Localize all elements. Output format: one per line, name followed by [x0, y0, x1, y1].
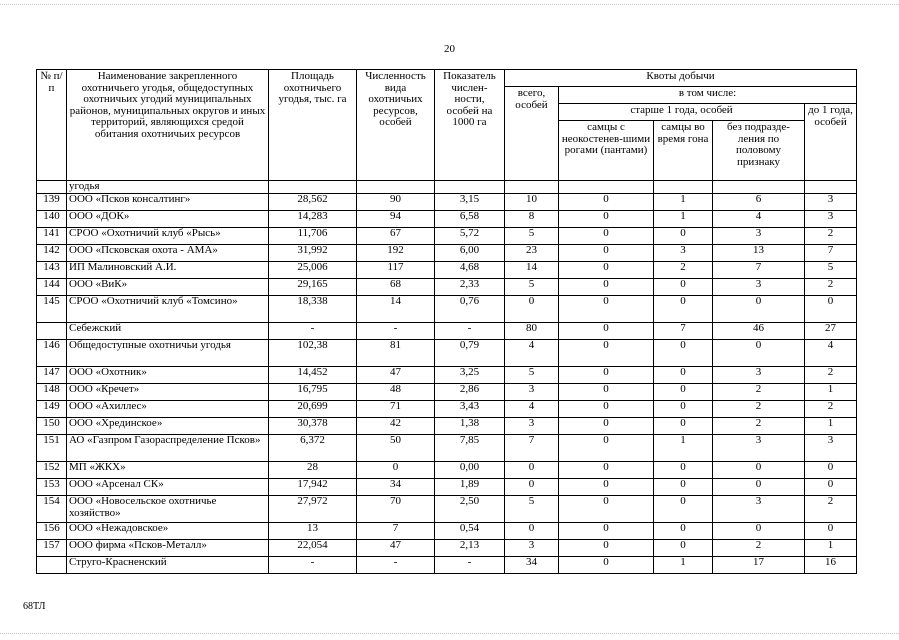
cell-rut: 7	[654, 323, 713, 340]
cell-rut: 0	[654, 418, 713, 435]
cell-rut: 0	[654, 228, 713, 245]
cell-rut: 0	[654, 296, 713, 323]
cell-area: 28,562	[269, 194, 357, 211]
cell-density: 1,89	[435, 479, 505, 496]
cell-nosex: 3	[713, 435, 805, 462]
cell-antlers: 0	[559, 279, 654, 296]
cell-rut: 0	[654, 384, 713, 401]
cell-name: ООО «Новосельское охотничье хозяйство»	[67, 496, 269, 523]
cell-total: 10	[505, 194, 559, 211]
cell-no	[37, 323, 67, 340]
cell-total: 3	[505, 384, 559, 401]
cell-name: ООО «Кречет»	[67, 384, 269, 401]
header-males-rut: самцы во время гона	[654, 121, 713, 181]
cell-antlers: 0	[559, 523, 654, 540]
table-row	[37, 540, 857, 557]
cell-area: 14,452	[269, 367, 357, 384]
cell-count: 14	[357, 296, 435, 323]
cell-nosex: 0	[713, 340, 805, 367]
cell-count: 81	[357, 340, 435, 367]
cell-antlers: 0	[559, 401, 654, 418]
cell-total: 4	[505, 401, 559, 418]
cell-count: -	[357, 323, 435, 340]
table-row	[37, 435, 857, 462]
cell-area: 13	[269, 523, 357, 540]
cell-density: -	[435, 557, 505, 574]
cell-total: 0	[505, 479, 559, 496]
cell-rut: 1	[654, 435, 713, 462]
cell-under1: 27	[805, 323, 857, 340]
cell-nosex: 0	[713, 462, 805, 479]
cell-under1: 16	[805, 557, 857, 574]
table-row	[37, 401, 857, 418]
cell-density: 0,79	[435, 340, 505, 367]
cell-area: 102,38	[269, 340, 357, 367]
cell-density: 2,50	[435, 496, 505, 523]
cell-no: 154	[37, 496, 67, 523]
cell-name: ООО «ДОК»	[67, 211, 269, 228]
cell-area: 31,992	[269, 245, 357, 262]
cell-under1: 2	[805, 228, 857, 245]
cell-nosex: 2	[713, 401, 805, 418]
cell-total: 5	[505, 279, 559, 296]
cell-count: -	[357, 557, 435, 574]
cell-rut: 0	[654, 479, 713, 496]
cell-antlers: 0	[559, 367, 654, 384]
cell-no	[37, 557, 67, 574]
cell-density: 0,54	[435, 523, 505, 540]
table-row	[37, 181, 857, 194]
cell-area: 20,699	[269, 401, 357, 418]
cell-no: 150	[37, 418, 67, 435]
cell-under1: 7	[805, 245, 857, 262]
cell-density: 3,43	[435, 401, 505, 418]
table-row	[37, 228, 857, 245]
header-count: Численность вида охотничьих ресурсов, особей	[357, 70, 435, 181]
cell-density: 4,68	[435, 262, 505, 279]
cell-count: 48	[357, 384, 435, 401]
district-row	[37, 323, 857, 340]
cell-total: 0	[505, 296, 559, 323]
cell-total: 80	[505, 323, 559, 340]
cell-count: 7	[357, 523, 435, 540]
cell-rut: 1	[654, 194, 713, 211]
table-row	[37, 462, 857, 479]
table-row	[37, 384, 857, 401]
cell-density: 2,13	[435, 540, 505, 557]
cell-count: 47	[357, 367, 435, 384]
cell-area: 29,165	[269, 279, 357, 296]
cell-area: 28	[269, 462, 357, 479]
cell-nosex: 3	[713, 496, 805, 523]
cell-no: 144	[37, 279, 67, 296]
cell-no: 145	[37, 296, 67, 323]
cell-total: 14	[505, 262, 559, 279]
cell-antlers: 0	[559, 323, 654, 340]
cell-antlers: 0	[559, 435, 654, 462]
cell-total: 3	[505, 418, 559, 435]
table-row	[37, 523, 857, 540]
cell-antlers: 0	[559, 296, 654, 323]
cell-no: 147	[37, 367, 67, 384]
cell-under1: 0	[805, 523, 857, 540]
page-number: 20	[444, 43, 455, 55]
cell-under1: 2	[805, 279, 857, 296]
cell-density: 0,76	[435, 296, 505, 323]
cell-density: -	[435, 323, 505, 340]
cell-area: 27,972	[269, 496, 357, 523]
cell-area: 11,706	[269, 228, 357, 245]
cell-count: 42	[357, 418, 435, 435]
cell-rut: 2	[654, 262, 713, 279]
cell-count: 70	[357, 496, 435, 523]
cell-total: 0	[505, 523, 559, 540]
cell-nosex: 2	[713, 418, 805, 435]
cell-rut: 3	[654, 245, 713, 262]
cell-no: 152	[37, 462, 67, 479]
cell-under1: 3	[805, 194, 857, 211]
cell-under1: 1	[805, 540, 857, 557]
cell-under1: 5	[805, 262, 857, 279]
cell-under1: 0	[805, 296, 857, 323]
cell-count: 47	[357, 540, 435, 557]
cell-rut: 0	[654, 279, 713, 296]
cell-count: 34	[357, 479, 435, 496]
cell-area: 25,006	[269, 262, 357, 279]
cell-rut: 0	[654, 496, 713, 523]
cell-area: 6,372	[269, 435, 357, 462]
table-row	[37, 340, 857, 367]
cell-no: 148	[37, 384, 67, 401]
cell-nosex: 46	[713, 323, 805, 340]
cell-no: 156	[37, 523, 67, 540]
cell-antlers: 0	[559, 462, 654, 479]
header-density: Показатель числен-ности, особей на 1000 га	[435, 70, 505, 181]
cell-total: 23	[505, 245, 559, 262]
cell-area: 18,338	[269, 296, 357, 323]
cell-total: 7	[505, 435, 559, 462]
cell-area: -	[269, 557, 357, 574]
cell-antlers: 0	[559, 211, 654, 228]
cell-nosex: 3	[713, 228, 805, 245]
cell-antlers: 0	[559, 245, 654, 262]
cell-nosex: 3	[713, 279, 805, 296]
cell-under1: 1	[805, 384, 857, 401]
cell-name: ООО «Арсенал СК»	[67, 479, 269, 496]
cell-nosex: 2	[713, 540, 805, 557]
header-older: старше 1 года, особей	[559, 104, 805, 121]
cell-count: 90	[357, 194, 435, 211]
cell-no: 157	[37, 540, 67, 557]
header-males-antlers: самцы с неокостенев-шими рогами (пантами)	[559, 121, 654, 181]
cell-antlers: 0	[559, 479, 654, 496]
header-including: в том числе:	[559, 87, 857, 104]
cell-count: 71	[357, 401, 435, 418]
cell-area: -	[269, 323, 357, 340]
cell-count: 67	[357, 228, 435, 245]
cell-rut: 0	[654, 401, 713, 418]
cell-density: 6,00	[435, 245, 505, 262]
cell-area: 22,054	[269, 540, 357, 557]
cell-no: 139	[37, 194, 67, 211]
cell-under1: 3	[805, 435, 857, 462]
header-total: всего, особей	[505, 87, 559, 181]
cell-nosex: 0	[713, 296, 805, 323]
cell-count: 68	[357, 279, 435, 296]
cell-name: СРОО «Охотничий клуб «Томсино»	[67, 296, 269, 323]
cell-no: 142	[37, 245, 67, 262]
cell-area: 16,795	[269, 384, 357, 401]
cell-nosex: 4	[713, 211, 805, 228]
cell-density: 6,58	[435, 211, 505, 228]
cell-density: 0,00	[435, 462, 505, 479]
cell-name: ООО «Охотник»	[67, 367, 269, 384]
scan-edge-top	[0, 4, 899, 5]
cell-count: 117	[357, 262, 435, 279]
cell-density: 3,15	[435, 194, 505, 211]
cell-total: 8	[505, 211, 559, 228]
cell-name: Себежский	[67, 323, 269, 340]
scan-edge-bottom	[0, 633, 899, 634]
cell-density: 2,33	[435, 279, 505, 296]
cell-under1: 2	[805, 496, 857, 523]
table-row	[37, 262, 857, 279]
cell-name: Общедоступные охотничьи угодья	[67, 340, 269, 367]
cell-count: 0	[357, 462, 435, 479]
header-quotas: Квоты добычи	[505, 70, 857, 87]
cell-total: 3	[505, 540, 559, 557]
cell-name: ООО «Хрединское»	[67, 418, 269, 435]
cell-nosex: 7	[713, 262, 805, 279]
cell-name: ООО «Псков консалтинг»	[67, 194, 269, 211]
cell-rut: 0	[654, 340, 713, 367]
cell-nosex: 2	[713, 384, 805, 401]
cell-name: ИП Малиновский А.И.	[67, 262, 269, 279]
cell-total: 5	[505, 496, 559, 523]
cell-under1: 4	[805, 340, 857, 367]
cell-name: Струго-Красненский	[67, 557, 269, 574]
cell-antlers: 0	[559, 496, 654, 523]
cell-name: ООО «Нежадовское»	[67, 523, 269, 540]
header-no: № п/п	[37, 70, 67, 181]
cell-under1: 1	[805, 418, 857, 435]
cell-area: 30,378	[269, 418, 357, 435]
cell-antlers: 0	[559, 262, 654, 279]
table-row	[37, 296, 857, 323]
cell-rut: 0	[654, 523, 713, 540]
cell-density: 7,85	[435, 435, 505, 462]
header-under1: до 1 года, особей	[805, 104, 857, 181]
cell-count: 192	[357, 245, 435, 262]
cell-no: 146	[37, 340, 67, 367]
cell-total: 5	[505, 367, 559, 384]
table-row	[37, 367, 857, 384]
cell-total: 0	[505, 462, 559, 479]
cell-nosex: 13	[713, 245, 805, 262]
cell-rut: 1	[654, 557, 713, 574]
cell-name: ООО «ВиК»	[67, 279, 269, 296]
header-no-sex: без подразде-ления по половому признаку	[713, 121, 805, 181]
cell-nosex: 6	[713, 194, 805, 211]
cell-name: ООО «Псковская охота - АМА»	[67, 245, 269, 262]
cell-name: СРОО «Охотничий клуб «Рысь»	[67, 228, 269, 245]
cell-antlers: 0	[559, 557, 654, 574]
table-row	[37, 279, 857, 296]
cell-area: 14,283	[269, 211, 357, 228]
table-row	[37, 479, 857, 496]
quota-table	[36, 69, 857, 574]
district-row	[37, 557, 857, 574]
header-area: Площадь охотничьего угодья, тыс. га	[269, 70, 357, 181]
cell-count: 50	[357, 435, 435, 462]
cell-under1: 3	[805, 211, 857, 228]
cell-total: 5	[505, 228, 559, 245]
cell-density: 1,38	[435, 418, 505, 435]
table-row	[37, 418, 857, 435]
cell-under1: 2	[805, 401, 857, 418]
cell-no: 143	[37, 262, 67, 279]
cell-area: 17,942	[269, 479, 357, 496]
cell-antlers: 0	[559, 194, 654, 211]
footer-code: 68ТЛ	[23, 601, 46, 612]
cell-antlers: 0	[559, 418, 654, 435]
cell-name: ООО фирма «Псков-Металл»	[67, 540, 269, 557]
cell-nosex: 3	[713, 367, 805, 384]
cell-nosex: 0	[713, 479, 805, 496]
cell-rut: 1	[654, 211, 713, 228]
cell-antlers: 0	[559, 384, 654, 401]
cell-density: 2,86	[435, 384, 505, 401]
cell-under1: 0	[805, 479, 857, 496]
cell-rut: 0	[654, 462, 713, 479]
cell-name: МП «ЖКХ»	[67, 462, 269, 479]
table-row	[37, 496, 857, 523]
cell-total: 4	[505, 340, 559, 367]
cell-rut: 0	[654, 367, 713, 384]
cell-no: 141	[37, 228, 67, 245]
cell-rut: 0	[654, 540, 713, 557]
cell-density: 3,25	[435, 367, 505, 384]
cell-no: 153	[37, 479, 67, 496]
cell-antlers: 0	[559, 228, 654, 245]
table-row	[37, 194, 857, 211]
cell-nosex: 17	[713, 557, 805, 574]
cell-density: 5,72	[435, 228, 505, 245]
cell-name: АО «Газпром Газораспределение Псков»	[67, 435, 269, 462]
cell-nosex: 0	[713, 523, 805, 540]
table-row	[37, 245, 857, 262]
cell-total: 34	[505, 557, 559, 574]
cell-antlers: 0	[559, 540, 654, 557]
cell-name: ООО «Ахиллес»	[67, 401, 269, 418]
table-row	[37, 211, 857, 228]
cell-no: 140	[37, 211, 67, 228]
cell-count: 94	[357, 211, 435, 228]
cell-no: 149	[37, 401, 67, 418]
header-name: Наименование закрепленного охотничьего угодья, общедоступных охотничьих угодий муниципальных районов, муниципальных округов и иных территорий, являющихся средой обитания охотничьих ресурсов	[67, 70, 269, 181]
cell-no: 151	[37, 435, 67, 462]
cell-name: угодья	[67, 181, 269, 194]
cell-antlers: 0	[559, 340, 654, 367]
cell-under1: 0	[805, 462, 857, 479]
cell-under1: 2	[805, 367, 857, 384]
